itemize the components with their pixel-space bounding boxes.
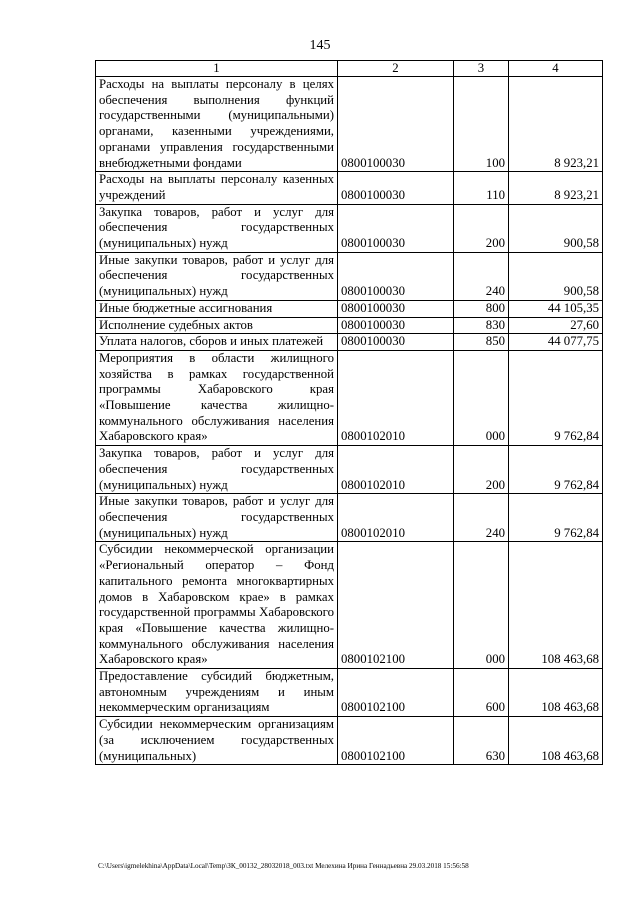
cell-type: 630 [454, 717, 509, 765]
table-row [96, 717, 603, 765]
cell-code: 0800100030 [338, 317, 454, 334]
cell-code: 0800102100 [338, 717, 454, 765]
cell-amount: 9 762,84 [509, 350, 603, 445]
page-number: 145 [309, 38, 331, 53]
cell-name: Субсидии некоммерческой организации «Региональный оператор – Фонд капитального ремонта многоквартирных домов в Хабаровском крае» в рамках государственной программы Хабаровского края «Повышение качества жилищно-коммунального обслуживания населения Хабаровского края» [96, 542, 338, 669]
cell-amount: 27,60 [509, 317, 603, 334]
cell-amount: 8 923,21 [509, 172, 603, 204]
cell-code: 0800100030 [338, 77, 454, 172]
cell-amount: 44 105,35 [509, 300, 603, 317]
cell-name: Иные бюджетные ассигнования [96, 300, 338, 317]
cell-name: Исполнение судебных актов [96, 317, 338, 334]
cell-amount: 108 463,68 [509, 717, 603, 765]
cell-amount: 9 762,84 [509, 494, 603, 542]
table-row [96, 252, 603, 300]
cell-code: 0800100030 [338, 252, 454, 300]
cell-code: 0800102100 [338, 542, 454, 669]
cell-code: 0800100030 [338, 172, 454, 204]
cell-name: Иные закупки товаров, работ и услуг для обеспечения государственных (муниципальных) нужд [96, 494, 338, 542]
table-row [96, 494, 603, 542]
cell-code: 0800102010 [338, 494, 454, 542]
cell-type: 000 [454, 542, 509, 669]
cell-type: 600 [454, 669, 509, 717]
cell-type: 200 [454, 204, 509, 252]
cell-amount: 900,58 [509, 204, 603, 252]
cell-type: 240 [454, 494, 509, 542]
table-row [96, 350, 603, 445]
table-body [96, 61, 603, 765]
cell-name: Мероприятия в области жилищного хозяйства в рамках государственной программы Хабаровского края «Повышение качества жилищно-коммунального обслуживания населения Хабаровского края» [96, 350, 338, 445]
cell-type: 830 [454, 317, 509, 334]
cell-name: Предоставление субсидий бюджетным, автономным учреждениям и иным некоммерческим организациям [96, 669, 338, 717]
table-row [96, 669, 603, 717]
cell-code: 0800102010 [338, 446, 454, 494]
column-header-2: 2 [338, 61, 454, 77]
cell-code: 0800102010 [338, 350, 454, 445]
cell-type: 110 [454, 172, 509, 204]
cell-name: Расходы на выплаты персоналу в целях обеспечения выполнения функций государственными (муниципальными) органами, казенными учреждениями, органами управления государственными внебюджетными фондами [96, 77, 338, 172]
budget-table [95, 60, 603, 765]
cell-type: 850 [454, 334, 509, 351]
cell-name: Закупка товаров, работ и услуг для обеспечения государственных (муниципальных) нужд [96, 204, 338, 252]
table-row [96, 317, 603, 334]
cell-amount: 44 077,75 [509, 334, 603, 351]
table-row [96, 542, 603, 669]
cell-amount: 108 463,68 [509, 542, 603, 669]
cell-code: 0800102100 [338, 669, 454, 717]
table-row [96, 300, 603, 317]
table-row [96, 446, 603, 494]
table-row [96, 77, 603, 172]
column-header-1: 1 [96, 61, 338, 77]
column-header-4: 4 [509, 61, 603, 77]
cell-amount: 9 762,84 [509, 446, 603, 494]
cell-type: 100 [454, 77, 509, 172]
cell-amount: 900,58 [509, 252, 603, 300]
cell-name: Субсидии некоммерческим организациям (за исключением государственных (муниципальных) [96, 717, 338, 765]
cell-code: 0800100030 [338, 300, 454, 317]
cell-amount: 108 463,68 [509, 669, 603, 717]
cell-type: 000 [454, 350, 509, 445]
cell-type: 800 [454, 300, 509, 317]
cell-name: Уплата налогов, сборов и иных платежей [96, 334, 338, 351]
file-path-footer: C:\Users\igmelekhina\AppData\Local\Temp\ЗК_00132_28032018_003.txt Мелехина Ирина Геннадьевна 29.03.2018 15:56:58 [98, 862, 469, 870]
cell-code: 0800100030 [338, 204, 454, 252]
table-row [96, 204, 603, 252]
cell-type: 200 [454, 446, 509, 494]
cell-type: 240 [454, 252, 509, 300]
cell-code: 0800100030 [338, 334, 454, 351]
column-header-3: 3 [454, 61, 509, 77]
cell-name: Закупка товаров, работ и услуг для обеспечения государственных (муниципальных) нужд [96, 446, 338, 494]
table-header-row [96, 61, 603, 77]
table-row [96, 334, 603, 351]
cell-name: Расходы на выплаты персоналу казенных учреждений [96, 172, 338, 204]
cell-amount: 8 923,21 [509, 77, 603, 172]
cell-name: Иные закупки товаров, работ и услуг для обеспечения государственных (муниципальных) нужд [96, 252, 338, 300]
table-row [96, 172, 603, 204]
